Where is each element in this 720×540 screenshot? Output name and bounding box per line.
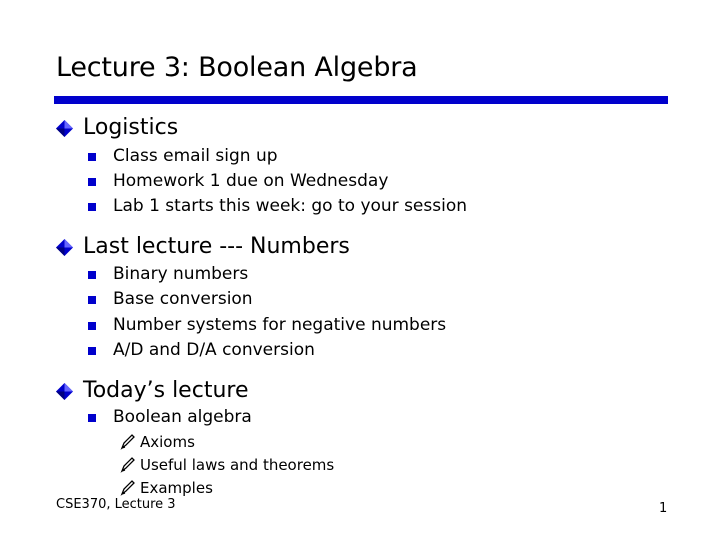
slide-footer: CSE370, Lecture 3 <box>56 497 176 512</box>
square-bullet-icon <box>88 153 96 161</box>
list-item-label: Base conversion <box>113 289 253 309</box>
list-item-label: Homework 1 due on Wednesday <box>113 171 389 191</box>
square-bullet-icon <box>88 347 96 355</box>
list-item-label: Number systems for negative numbers <box>113 315 447 335</box>
sub-list-item-label: Examples <box>140 479 213 497</box>
section-heading-label: Today’s lecture <box>83 378 249 403</box>
list-item-label: Binary numbers <box>113 264 249 284</box>
square-bullet-icon <box>88 322 96 330</box>
square-bullet-icon <box>88 414 96 422</box>
pen-bullet-icon <box>120 432 136 450</box>
title-divider <box>54 96 668 104</box>
pen-bullet-icon <box>120 455 136 473</box>
diamond-bullet-icon <box>56 383 73 400</box>
list-item-label: Class email sign up <box>113 146 278 166</box>
sub-list-item-label: Axioms <box>140 433 195 451</box>
diamond-bullet-icon <box>56 239 73 256</box>
square-bullet-icon <box>88 178 96 186</box>
pen-bullet-icon <box>120 478 136 496</box>
sub-list-item-label: Useful laws and theorems <box>140 456 335 474</box>
list-item-label: Boolean algebra <box>113 407 252 427</box>
diamond-bullet-icon <box>56 120 73 137</box>
list-item-label: Lab 1 starts this week: go to your session <box>113 196 468 216</box>
section-heading-label: Last lecture --- Numbers <box>83 234 350 259</box>
square-bullet-icon <box>88 271 96 279</box>
list-item-label: A/D and D/A conversion <box>113 340 315 360</box>
square-bullet-icon <box>88 203 96 211</box>
square-bullet-icon <box>88 296 96 304</box>
page-number: 1 <box>659 501 668 516</box>
section-heading-label: Logistics <box>83 115 179 140</box>
slide-title: Lecture 3: Boolean Algebra <box>56 52 418 83</box>
